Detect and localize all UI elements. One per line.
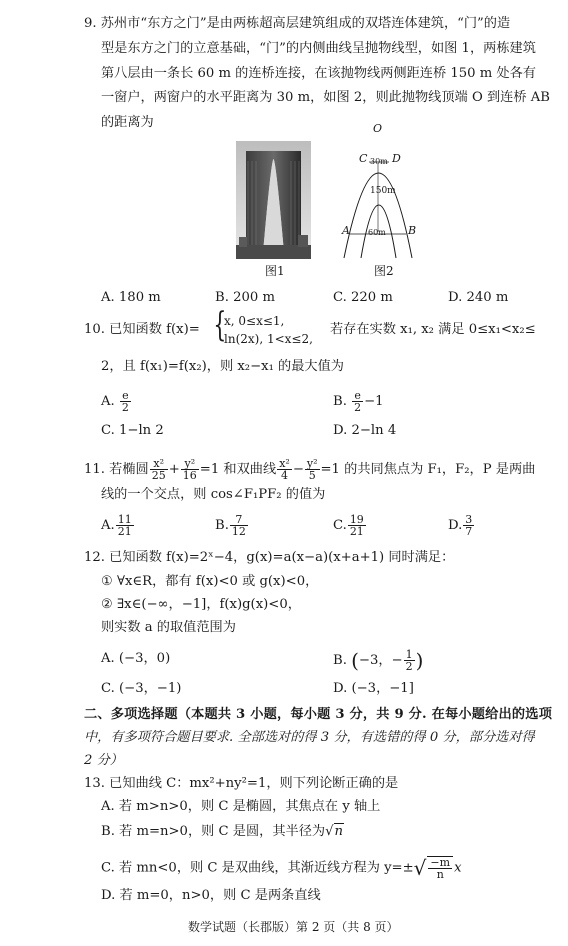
figure-1-caption: 图1 <box>265 264 285 278</box>
q13-option-c-den: n <box>436 868 444 881</box>
q11-option-b-fraction <box>230 514 248 537</box>
q12-option-b-left: −3，− <box>358 653 403 668</box>
q11-ellipse-den-1: 25 <box>151 469 166 482</box>
q11-plus: + <box>168 462 180 477</box>
q9-line4: 一窗户，两窗户的水平距离为 30 m，如图 2，则此抛物线顶端 O 到连桥 AB <box>101 90 550 105</box>
q11-option-b-label: B. <box>215 518 229 533</box>
q11-mid: =1 和双曲线 <box>199 462 277 477</box>
q12-option-b-rparen: ) <box>415 648 424 673</box>
q12-option-b-fraction <box>404 649 415 672</box>
q12-option-b-num: 1 <box>405 648 413 661</box>
q11-option-d-label: D. <box>448 518 463 533</box>
q9-option-c: C. 220 m <box>333 290 393 305</box>
q11-line1 <box>84 458 535 481</box>
q11-option-c-num: 19 <box>349 513 364 526</box>
q13-option-b-sqrt-sign: √ <box>325 824 334 839</box>
q9-line1: 9. 苏州市“东方之门”是由两栋超高层建筑组成的双塔连体建筑，“门”的造 <box>84 16 511 31</box>
q11-option-d-fraction <box>463 514 474 537</box>
q11-hyperbola-num-1: x² <box>279 457 290 470</box>
q9-option-d: D. 240 m <box>448 290 509 305</box>
q10-case2: ln(2x), 1<x≤2, <box>224 332 313 346</box>
q11-option-c-label: C. <box>333 518 347 533</box>
q11-option-d-den: 7 <box>465 525 473 538</box>
q11-ellipse-num-1: x² <box>150 458 168 470</box>
q11-minus: − <box>292 462 304 477</box>
q12-option-b <box>333 649 423 672</box>
q11-line2: 线的一个交点，则 cos∠F₁PF₂ 的值为 <box>101 487 326 502</box>
q12-option-b-label: B. <box>333 653 347 668</box>
q10-option-b-tail: −1 <box>364 394 384 409</box>
figure-2-caption: 图2 <box>374 264 394 278</box>
q13-option-c-fraction <box>427 856 453 880</box>
q11-option-a-num: 11 <box>117 513 132 526</box>
q9-line2: 型是东方之门的立意基础，“门”的内侧曲线呈抛物线型，如图 1，两栋建筑 <box>101 41 536 56</box>
q13-option-c-sqrt-sign: √ <box>413 856 427 880</box>
q10-line2: 2，且 f(x₁)=f(x₂)，则 x₂−x₁ 的最大值为 <box>101 359 344 374</box>
q13-option-c <box>101 856 462 880</box>
q13-option-b <box>101 824 344 840</box>
q10-option-a-label: A. <box>101 394 115 409</box>
q13-option-b-text: B. 若 m=n>0，则 C 是圆，其半径为 <box>101 824 326 839</box>
q11-option-c-fraction <box>348 514 366 537</box>
q11-option-d-num: 3 <box>465 513 473 526</box>
q10-option-a-num: e <box>120 390 131 402</box>
q10-lead: 10. 已知函数 f(x)= <box>84 322 200 337</box>
q13-option-d: D. 若 m=0，n>0，则 C 是两条直线 <box>101 888 321 903</box>
q13-option-c-num: −m <box>430 856 451 869</box>
fig2-label-bottom-width: 60m <box>368 228 386 237</box>
q12-option-d: D. (−3，−1] <box>333 681 414 696</box>
q12-cond1: ① ∀x∈R，都有 f(x)<0 或 g(x)<0， <box>101 574 319 589</box>
q11-option-b <box>215 514 249 537</box>
fig2-label-A: A <box>342 224 350 237</box>
q11-ellipse-num-2: y² <box>181 458 199 470</box>
figure-1-photo <box>236 141 311 259</box>
q12-option-c: C. (−3，−1) <box>101 681 182 696</box>
q11-hyperbola-frac-2 <box>305 458 320 481</box>
section2-line1: 二、多项选择题（本题共 3 小题，每小题 3 分，共 9 分. 在每小题给出的选项 <box>84 707 553 722</box>
q9-option-b: B. 200 m <box>215 290 275 305</box>
q11-hyperbola-num-2: y² <box>306 457 318 470</box>
q11-hyperbola-frac-1 <box>277 458 292 481</box>
q11-ellipse-den-2: 16 <box>182 469 197 482</box>
q13-option-c-text: C. 若 mn<0，则 C 是双曲线，其渐近线方程为 y=± <box>101 860 414 876</box>
q11-option-b-den: 12 <box>231 525 246 538</box>
q12-cond2: ② ∃x∈(−∞，−1]，f(x)g(x)<0， <box>101 597 301 612</box>
q11-ellipse-frac-1 <box>150 458 168 481</box>
q11-prefix: 11. 若椭圆 <box>84 462 149 477</box>
fig2-label-D: D <box>392 152 401 165</box>
q11-option-a <box>101 514 135 537</box>
q10-option-c: C. 1−ln 2 <box>101 423 164 438</box>
q11-option-d <box>448 514 475 537</box>
q10-option-b-den: 2 <box>354 401 362 414</box>
fig2-label-C: C <box>359 152 368 165</box>
q12-option-b-den: 2 <box>405 660 413 673</box>
q11-tail: =1 的共同焦点为 F₁，F₂，P 是两曲 <box>320 462 536 477</box>
q10-option-b-label: B. <box>333 394 347 409</box>
q9-option-a: A. 180 m <box>101 290 161 305</box>
q10-option-b-num: e <box>352 390 363 402</box>
q13-option-c-tail: x <box>454 860 462 876</box>
fig2-label-top-width: 30m <box>370 157 388 166</box>
q11-option-c <box>333 514 367 537</box>
q10-option-b-fraction <box>352 390 363 413</box>
q12-line1: 12. 已知函数 f(x)=2ˣ−4，g(x)=a(x−a)(x+a+1) 同时满足： <box>84 550 455 565</box>
q10-option-a <box>101 390 132 413</box>
q10-case1: x, 0≤x≤1, <box>224 314 285 328</box>
figure-2-diagram <box>334 124 420 260</box>
q11-hyperbola-den-1: 4 <box>281 469 288 482</box>
q11-option-a-den: 21 <box>117 525 132 538</box>
page-footer: 数学试题（长郡版）第 2 页（共 8 页） <box>188 920 399 934</box>
q13-stem: 13. 已知曲线 C：mx²+ny²=1，则下列论断正确的是 <box>84 776 399 791</box>
q9-line5: 的距离为 <box>101 115 154 130</box>
q12-option-b-lparen: ( <box>351 648 359 673</box>
q11-option-b-num: 7 <box>230 514 248 526</box>
q10-option-a-fraction <box>120 390 131 413</box>
q9-line3: 第八层由一条长 60 m 的连桥连接，在该抛物线两侧距连桥 150 m 处各有 <box>101 66 536 81</box>
q10-option-d: D. 2−ln 4 <box>333 423 397 438</box>
q11-option-c-den: 21 <box>349 525 364 538</box>
q11-ellipse-frac-2 <box>181 458 199 481</box>
fig2-label-O: O <box>373 122 383 135</box>
q12-option-a: A. (−3，0) <box>101 651 171 666</box>
q12-line4: 则实数 a 的取值范围为 <box>101 620 236 635</box>
q11-option-a-label: A. <box>101 518 115 533</box>
fig2-label-B: B <box>408 224 417 237</box>
fig2-label-height: 150m <box>370 186 396 196</box>
q13-option-b-radicand: n <box>334 824 344 839</box>
q11-option-a-fraction <box>116 514 134 537</box>
q10-option-a-den: 2 <box>121 401 129 414</box>
q10-option-b <box>333 390 384 413</box>
q11-hyperbola-den-2: 5 <box>308 469 316 482</box>
section2-line3: 2 分） <box>84 753 123 768</box>
q10-brace: { <box>213 305 227 345</box>
q13-option-a: A. 若 m>n>0，则 C 是椭圆，其焦点在 y 轴上 <box>101 799 381 814</box>
section2-line2: 中，有多项符合题目要求. 全部选对的得 3 分，有选错的得 0 分，部分选对得 <box>84 730 535 745</box>
q10-tail: 若存在实数 x₁, x₂ 满足 0≤x₁<x₂≤ <box>330 322 536 337</box>
